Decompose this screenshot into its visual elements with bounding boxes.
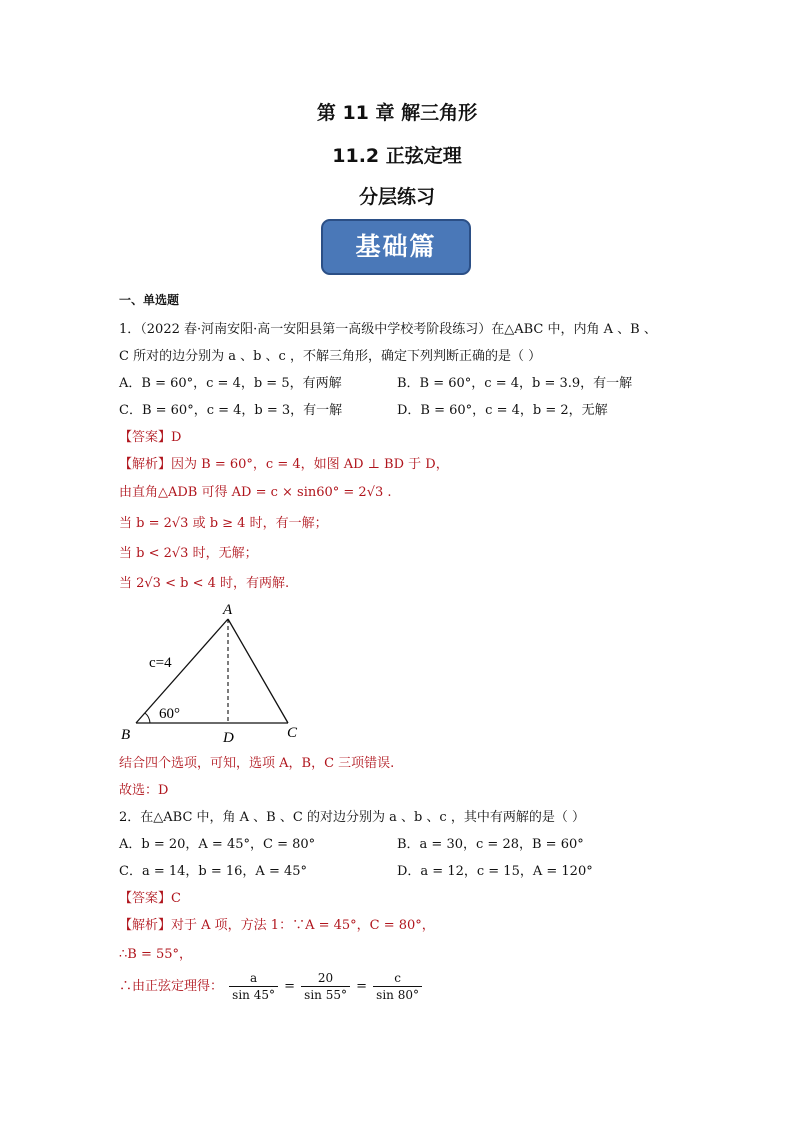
page-subtitle: 分层练习 <box>358 186 435 208</box>
fraction-denominator: sin 55° <box>304 988 347 1002</box>
q1-option-a: A．B = 60°，c = 4，b = 5，有两解 <box>119 376 342 391</box>
q1-option-b: B．B = 60°，c = 4，b = 3.9，有一解 <box>397 376 633 391</box>
angle-arc <box>145 713 150 723</box>
side-ab <box>136 619 228 723</box>
analysis-tag: 【解析】 <box>119 918 172 933</box>
q1-option-d: D．B = 60°，c = 4，b = 2，无解 <box>397 403 608 418</box>
level-badge: 基础篇 <box>321 219 471 275</box>
q1-analysis-line4: 当 b < 2√3 时，无解； <box>119 546 258 561</box>
angle-label: 60° <box>159 706 180 722</box>
q2-analysis-line1 <box>119 914 435 933</box>
answer-tag: 【答案】 <box>119 891 172 906</box>
answer-value: D <box>171 430 182 445</box>
q2-stem: 2．在△ABC 中，角 A 、B 、C 的对边分别为 a 、b 、c ，其中有两解的是（ ） <box>119 810 585 825</box>
q2-analysis-line2: ∴B = 55°， <box>119 947 193 962</box>
fraction-c <box>373 970 422 1003</box>
vertex-b-label: B <box>121 727 131 743</box>
q2-answer <box>119 887 181 906</box>
section-title: 11.2 正弦定理 <box>332 145 462 167</box>
analysis-text: 因为 B = 60°，c = 4，如图 AD ⊥ BD 于 D， <box>171 457 449 472</box>
fraction-numerator: 20 <box>301 970 350 987</box>
q2-analysis-line3 <box>119 970 424 1003</box>
fraction-numerator: a <box>229 970 278 987</box>
q2-option-a: A．b = 20，A = 45°，C = 80° <box>119 837 316 852</box>
fraction-denominator: sin 80° <box>376 988 419 1002</box>
q1-analysis-line5: 当 2√3 < b < 4 时，有两解. <box>119 576 290 591</box>
triangle-figure <box>115 597 315 745</box>
q1-stem-line1: 1．（2022 春·河南安阳·高一安阳县第一高级中学校考阶段练习）在△ABC 中，内角 A 、B 、 <box>119 322 657 337</box>
answer-value: C <box>171 891 181 906</box>
fraction-numerator: c <box>373 970 422 987</box>
q2-option-b: B．a = 30，c = 28，B = 60° <box>397 837 584 852</box>
vertex-a-label: A <box>223 602 233 618</box>
answer-tag: 【答案】 <box>119 430 172 445</box>
part-heading: 一、单选题 <box>119 293 180 307</box>
equals-sign: = <box>284 979 296 994</box>
analysis-text: 对于 A 项，方法 1：∵A = 45°，C = 80°， <box>171 918 435 933</box>
q1-analysis-line1 <box>119 453 449 472</box>
q1-option-c: C．B = 60°，c = 4，b = 3，有一解 <box>119 403 343 418</box>
law-of-sines-text: ∴由正弦定理得： <box>119 979 224 994</box>
analysis-tag: 【解析】 <box>119 457 172 472</box>
q2-option-d: D．a = 12，c = 15，A = 120° <box>397 864 593 879</box>
equals-sign: = <box>356 979 368 994</box>
q2-option-c: C．a = 14，b = 16，A = 45° <box>119 864 308 879</box>
q1-analysis-line2: 由直角△ADB 可得 AD = c × sin60° = 2√3 . <box>119 485 392 500</box>
chapter-title: 第 11 章 解三角形 <box>316 102 478 124</box>
point-d-label: D <box>223 730 234 745</box>
side-ac <box>228 619 288 723</box>
vertex-c-label: C <box>287 725 298 741</box>
q1-stem-line2: C 所对的边分别为 a 、b 、c ，不解三角形，确定下列判断正确的是（ ） <box>119 349 542 364</box>
q1-analysis-line7: 故选：D <box>119 783 169 798</box>
fraction-b <box>301 970 350 1003</box>
fraction-denominator: sin 45° <box>232 988 275 1002</box>
side-length-label: c=4 <box>149 655 172 671</box>
q1-answer <box>119 426 181 445</box>
fraction-a <box>229 970 278 1003</box>
q1-analysis-line3: 当 b = 2√3 或 b ≥ 4 时，有一解； <box>119 516 328 531</box>
q1-analysis-line6: 结合四个选项，可知，选项 A，B，C 三项错误. <box>119 756 395 771</box>
